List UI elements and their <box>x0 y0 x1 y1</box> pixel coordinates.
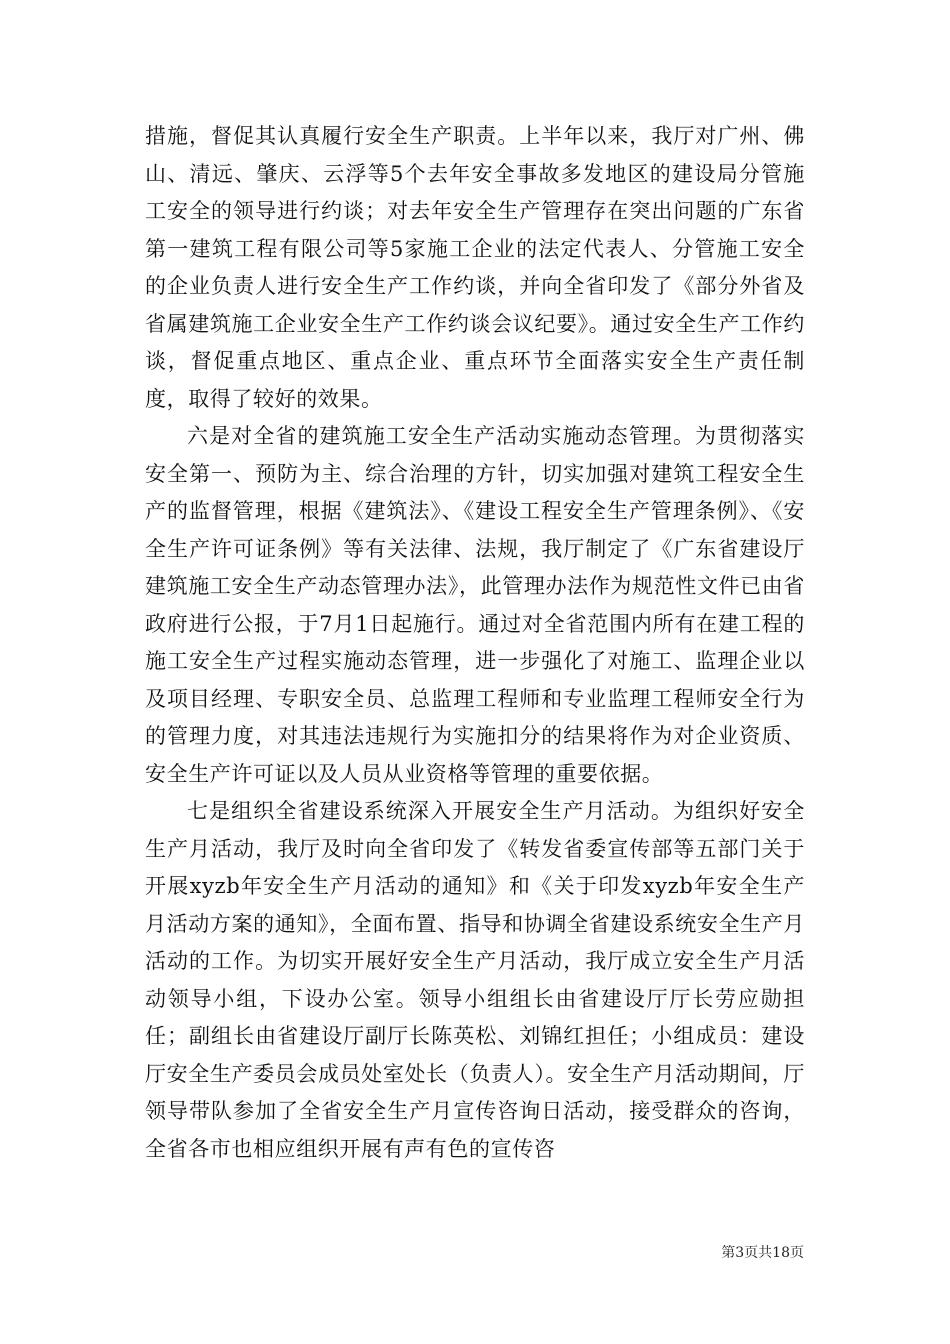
page-number-footer: 第3页共18页 <box>721 1245 804 1261</box>
paragraph-six: 六是对全省的建筑施工安全生产活动实施动态管理。为贯彻落实安全第一、预防为主、综合治理的方针，切实加强对建筑工程安全生产的监督管理，根据《建筑法》、《建设工程安全生产管理条例》、《安全生产许可证条例》等有关法律、法规，我厅制定了《广东省建设厅建筑施工安全生产动态管理办法》，此管理办法作为规范性文件已由省政府进行公报，于7月1日起施行。通过对全省范围内所有在建工程的施工安全生产过程实施动态管理，进一步强化了对施工、监理企业以及项目经理、专职安全员、总监理工程师和专业监理工程师安全行为的管理力度，对其违法违规行为实施扣分的结果将作为对企业资质、安全生产许可证以及人员从业资格等管理的重要依据。 <box>145 424 805 786</box>
document-body <box>145 118 805 1168</box>
paragraph-continuation: 措施，督促其认真履行安全生产职责。上半年以来，我厅对广州、佛山、清远、肇庆、云浮等5个去年安全事故多发地区的建设局分管施工安全的领导进行约谈；对去年安全生产管理存在突出问题的广东省第一建筑工程有限公司等5家施工企业的法定代表人、分管施工安全的企业负责人进行安全生产工作约谈，并向全省印发了《部分外省及省属建筑施工企业安全生产工作约谈会议纪要》。通过安全生产工作约谈，督促重点地区、重点企业、重点环节全面落实安全生产责任制度，取得了较好的效果。 <box>145 124 805 411</box>
paragraph-seven: 七是组织全省建设系统深入开展安全生产月活动。为组织好安全生产月活动，我厅及时向全省印发了《转发省委宣传部等五部门关于开展xyzb年安全生产月活动的通知》和《关于印发xyzb年安全生产月活动方案的通知》，全面布置、指导和协调全省建设系统安全生产月活动的工作。为切实开展好安全生产月活动，我厅成立安全生产月活动领导小组，下设办公室。领导小组组长由省建设厅厅长劳应勋担任；副组长由省建设厅副厅长陈英松、刘锦红担任；小组成员：建设厅安全生产委员会成员处室处长（负责人）。安全生产月活动期间，厅领导带队参加了全省安全生产月宣传咨询日活动，接受群众的咨询，全省各市也相应组织开展有声有色的宣传咨 <box>145 799 805 1161</box>
